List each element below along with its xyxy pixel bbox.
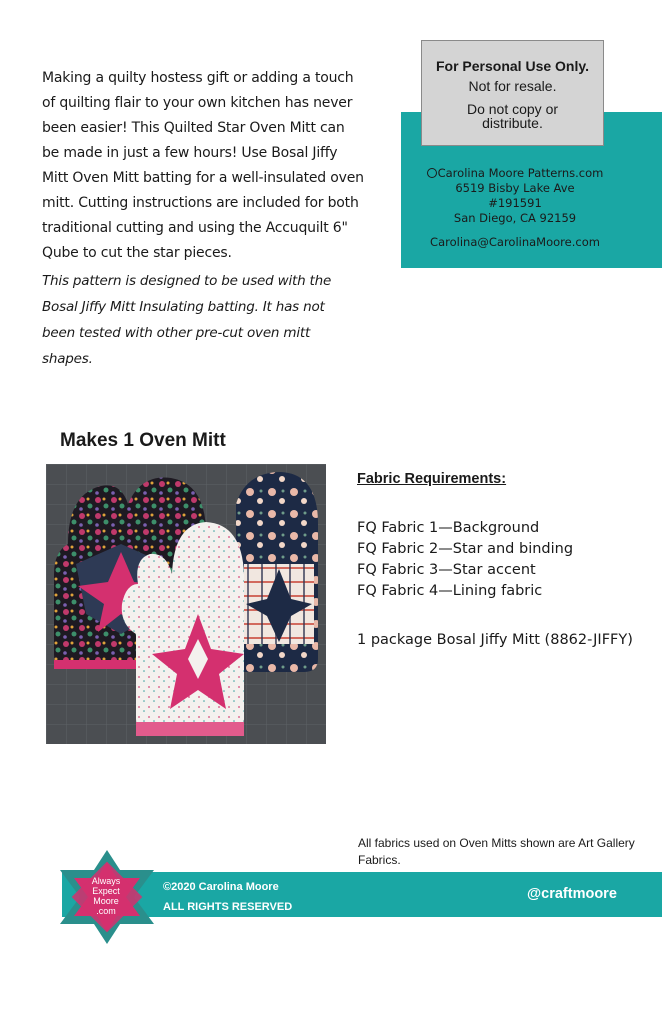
notice-copy: Do not copy or distribute. xyxy=(466,101,559,131)
fabric-list xyxy=(357,518,573,602)
fabric-item: FQ Fabric 3—Star accent xyxy=(357,562,536,578)
social-handle[interactable]: @craftmoore xyxy=(527,886,617,902)
makes-title: Makes 1 Oven Mitt xyxy=(60,430,226,451)
contact-city: San Diego, CA 92159 xyxy=(453,211,577,225)
fabric-item: FQ Fabric 1—Background xyxy=(357,520,540,536)
logo-line: Always xyxy=(91,876,121,886)
logo-line: .com xyxy=(96,906,116,916)
fabric-item: FQ Fabric 2—Star and binding xyxy=(357,541,574,557)
oven-mitts-photo xyxy=(46,464,326,744)
batting-requirement: 1 package Bosal Jiffy Mitt (8862-JIFFY) xyxy=(357,632,633,648)
oven-mitts-illustration xyxy=(46,464,326,744)
fabric-item: FQ Fabric 4—Lining fabric xyxy=(357,583,543,599)
notice-title: For Personal Use Only. xyxy=(435,58,589,74)
logo-line: Moore xyxy=(93,896,119,906)
footer-rights: ALL RIGHTS RESERVED xyxy=(163,901,293,913)
circle-logo-icon xyxy=(427,168,437,178)
footer-copyright: ©2020 Carolina Moore xyxy=(163,881,279,893)
logo-line: Expect xyxy=(92,886,120,896)
fabric-heading: Fabric Requirements: xyxy=(357,471,507,487)
intro-note: This pattern is designed to be used with the Bosal Jiffy Mitt Insulating batting. It has not been tested with other pre-cut oven mitt shapes. xyxy=(42,273,332,367)
contact-unit: #191591 xyxy=(488,196,542,210)
usage-notice xyxy=(421,40,604,146)
logo-text xyxy=(81,871,131,921)
contact-company: Carolina Moore Patterns.com xyxy=(437,166,604,180)
contact-info xyxy=(401,166,629,250)
contact-email[interactable]: Carolina@CarolinaMoore.com xyxy=(430,235,600,249)
contact-street: 6519 Bisby Lake Ave xyxy=(455,181,575,195)
footer-copyright-block xyxy=(163,877,292,917)
notice-resale: Not for resale. xyxy=(468,78,557,94)
intro-paragraph: Making a quilty hostess gift or adding a touch of quilting flair to your own kitchen has never been easier! This Quilted Star Oven Mitt can be made in just a few hours! Use Bosal Jiffy Mitt Oven Mitt batting for a well-insulated oven mitt. Cutting instructions are included for both traditional cutting and using the Accuquilt 6" Qube to cut the star pieces. xyxy=(42,70,364,261)
fabric-credit: All fabrics used on Oven Mitts shown are Art Gallery Fabrics. xyxy=(358,836,635,867)
